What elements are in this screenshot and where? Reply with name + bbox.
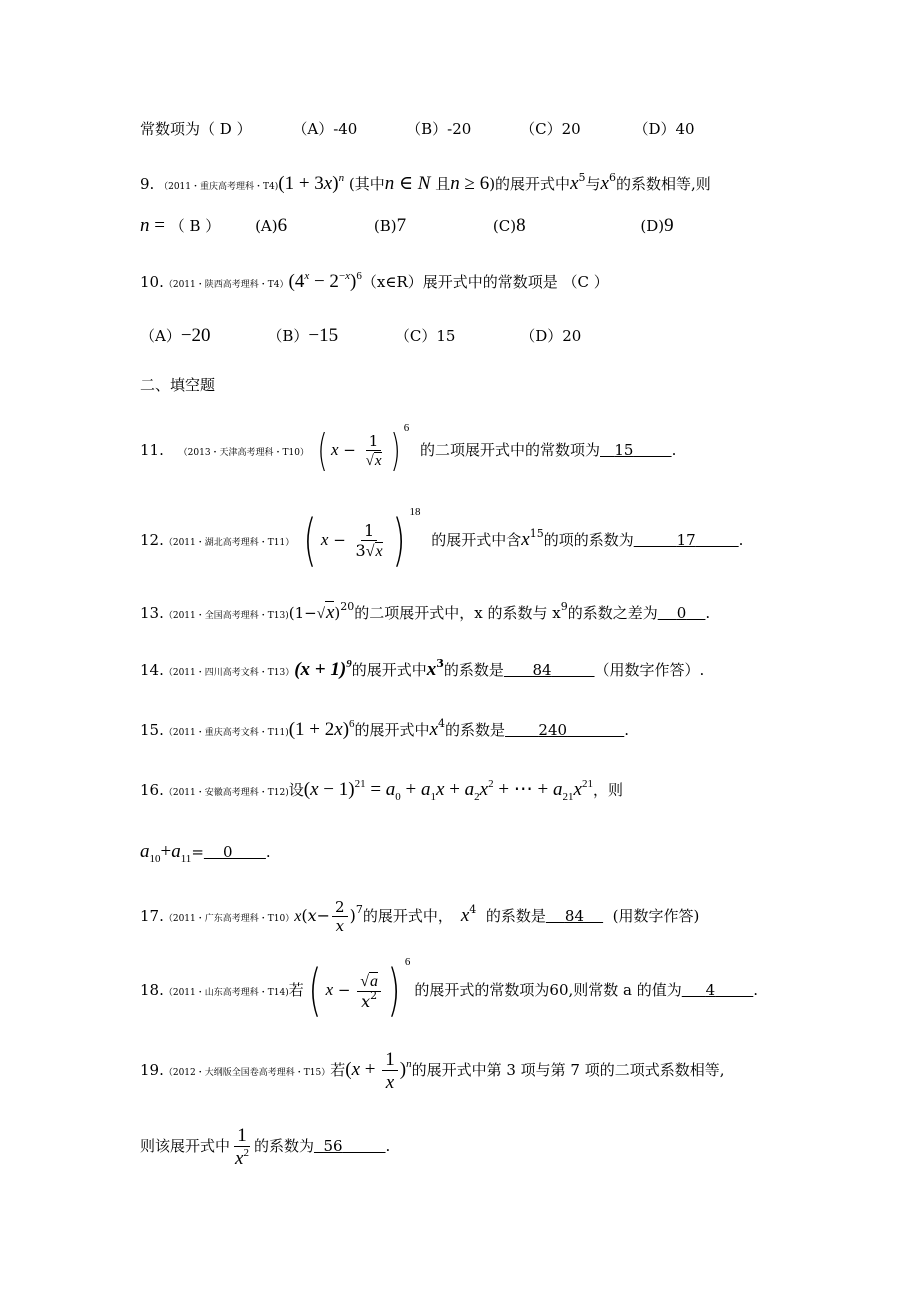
q8-answer: 常数项为（ D ） bbox=[140, 120, 252, 138]
q18-pre: 若 bbox=[288, 981, 304, 999]
q9-option-d: (D) bbox=[640, 217, 665, 235]
q19-source: （2012・大纲版全国卷高考理科・T15） bbox=[163, 1068, 331, 1078]
q18: 18.（2011・山东高考理科・T14)若( x − $\frac{√a}{x^2}$ ) $^6$的展开式的常数项为60,则常数 a 的值为 4 . bbox=[140, 956, 759, 1023]
q14-end: （用数字作答）. bbox=[594, 661, 705, 679]
q19-text3: 的系数为 bbox=[253, 1137, 314, 1155]
q12-text2: 的项的系数为 bbox=[543, 531, 634, 549]
q10-option-c: （C）15 bbox=[394, 327, 456, 345]
q12: 12.（2011・湖北高考理科・T11） ( x − $\frac{1}{3√x}$ ) $^{18}$ 的展开式中含$x^{15}$的项的系数为 17 . bbox=[140, 506, 744, 573]
q9-line2: n = （ B ） (A)6 (B)7 (C)8 (D)9 bbox=[140, 215, 674, 236]
q18-source: （2011・山东高考理科・T14) bbox=[163, 988, 289, 998]
q9-value-a: 6 bbox=[277, 215, 288, 236]
q9-option-c: (C) bbox=[492, 217, 517, 235]
q9-line1: 9. （2011・重庆高考理科・$T4)(1 + 3x)^n$ (其中n ∈ N 且n ≥ 6)的展开式中$x^5$与$x^6$的系数相等,则 bbox=[140, 171, 711, 194]
q11-answer: 15 bbox=[614, 441, 634, 459]
q19-line2: 则该展开式中 $\frac{1}{x^2}$ 的系数为 56 . bbox=[140, 1125, 391, 1169]
q17-number: 17. bbox=[140, 907, 164, 925]
q10-line1: 10.（2011・陕西高考理科・$T4)(4^x$ − $2^{-x})^6(x\in R)$展开式中的常数项是 （C ） bbox=[140, 270, 609, 292]
q15-answer: 240 bbox=[538, 721, 568, 739]
q15-source: （2011・重庆高考文科・T11) bbox=[163, 728, 289, 738]
q9-source: （2011・重庆高考理科・T4) bbox=[159, 182, 279, 192]
q18-answer: 4 bbox=[705, 981, 716, 999]
q10-number: 10. bbox=[140, 273, 164, 291]
q18-end: . bbox=[753, 981, 759, 999]
q13: 13.（2011・全国高考理科・$T13)(1-√x)^{20}$的二项展开式中，x 的系数与 $x^9$的系数之差为 0 . bbox=[140, 600, 711, 623]
q15-text2: 的系数是 bbox=[445, 721, 506, 739]
q12-end: . bbox=[738, 531, 744, 549]
q10-value-b: −15 bbox=[308, 325, 339, 346]
q14-number: 14. bbox=[140, 661, 164, 679]
q16-answer: 0 bbox=[222, 843, 233, 861]
q14-answer: 84 bbox=[532, 661, 552, 679]
q16-number: 16. bbox=[140, 781, 164, 799]
q16-line1: 16.（2011・安徽高考理科・T12)设$(x - 1)^{21} = a_0 + a_1x + a_2x^2$ + ⋯ + $a_{21}x^{21}$，则 bbox=[140, 778, 623, 803]
q19-answer: 56 bbox=[323, 1137, 343, 1155]
q11: 11. （2013・天津高考理科・T10） ( x − $\frac{1}{√x}$ ) $^6$ 的二项展开式中的常数项为 15 . bbox=[140, 422, 677, 476]
q19-text2: 则该展开式中 bbox=[140, 1137, 231, 1155]
q10-text: （x∈R）展开式中的常数项是 （C ） bbox=[361, 273, 609, 291]
q9-and: 且 bbox=[435, 175, 451, 193]
q9-equal: 的系数相等,则 bbox=[615, 175, 711, 193]
q17-end: (用数字作答) bbox=[612, 907, 700, 925]
q18-text: 的展开式的常数项为60,则常数 a 的值为 bbox=[414, 981, 682, 999]
q10-line2 bbox=[140, 326, 581, 345]
q9-with: 与 bbox=[585, 175, 601, 193]
q13-text: 的二项展开式中，x 的系数与 x bbox=[354, 604, 561, 622]
q17-answer: 84 bbox=[564, 907, 585, 925]
q17-text: 的展开式中， bbox=[362, 907, 453, 925]
q12-number: 12. bbox=[140, 531, 164, 549]
q12-text: 的展开式中含 bbox=[431, 531, 522, 549]
q12-source: （2011・湖北高考理科・T11） bbox=[163, 538, 295, 548]
q17: 17.（2011・广东高考理科・T10）x(x− $\frac{2}{x}$ )$^7$的展开式中， $x^4$ 的系数是 84 (用数字作答) bbox=[140, 898, 700, 935]
q16-tail: ，则 bbox=[592, 781, 623, 799]
q16-end: . bbox=[265, 843, 271, 861]
q11-source: （2013・天津高考理科・T10） bbox=[178, 448, 310, 458]
q10-source: （2011・陕西高考理科・T4） bbox=[163, 280, 289, 290]
q17-source: （2011・广东高考理科・T10） bbox=[163, 914, 295, 924]
q8-option-a: （A）-40 bbox=[292, 120, 358, 138]
q10-value-a: −20 bbox=[180, 325, 211, 346]
q12-answer: 17 bbox=[676, 531, 696, 549]
q19-text: 的展开式中第 3 项与第 7 项的二项式系数相等, bbox=[411, 1061, 725, 1079]
q8-tail bbox=[140, 122, 695, 137]
q14: 14.（2011・四川高考文科・$T13)(x + 1)^9$的展开式中$x^3$的系数是 84 （用数字作答）. bbox=[140, 657, 705, 680]
q9-text: (其中 bbox=[348, 175, 385, 193]
q17-text2: 的系数是 bbox=[485, 907, 546, 925]
q8-option-c: （C）20 bbox=[520, 120, 581, 138]
q16-source: （2011・安徽高考理科・T12) bbox=[163, 788, 289, 798]
q10-option-b: （B） bbox=[267, 327, 309, 345]
q15-number: 15. bbox=[140, 721, 164, 739]
q15-text: 的展开式中 bbox=[354, 721, 430, 739]
q8-option-b: （B）-20 bbox=[406, 120, 472, 138]
q9-expansion: )的展开式中 bbox=[489, 175, 571, 193]
q19-end: . bbox=[385, 1137, 391, 1155]
section-title-fill-blank: 二、填空题 bbox=[140, 376, 216, 394]
q11-number: 11. bbox=[140, 441, 164, 459]
q16-pre: 设 bbox=[288, 781, 304, 799]
q13-answer: 0 bbox=[676, 604, 687, 622]
q13-end: . bbox=[705, 604, 711, 622]
q9-option-b: (B) bbox=[373, 217, 397, 235]
q14-source: （2011・四川高考文科・T13） bbox=[163, 668, 295, 678]
q16-line2: $a_{10}+a_{11}=$ 0 . bbox=[140, 841, 271, 865]
q9-option-a: (A) bbox=[255, 217, 278, 235]
q9-value-c: 8 bbox=[516, 215, 526, 236]
q11-end: . bbox=[671, 441, 677, 459]
q19-pre: 若 bbox=[330, 1061, 346, 1079]
q15: 15.（2011・重庆高考文科・$T11)(1 + 2x)^6$的展开式中$x^4$的系数是 240 . bbox=[140, 717, 630, 740]
q15-end: . bbox=[624, 721, 630, 739]
q9-value-d: 9 bbox=[664, 215, 674, 236]
q18-number: 18. bbox=[140, 981, 164, 999]
q8-option-d: （D）40 bbox=[633, 120, 695, 138]
q10-option-a: （A） bbox=[140, 327, 181, 345]
q14-text: 的展开式中 bbox=[351, 661, 427, 679]
q19-line1: 19.（2012・大纲版全国卷高考理科・T15）若(x + $\frac{1}{x}$ )$^n$的展开式中第 3 项与第 7 项的二项式系数相等, bbox=[140, 1049, 725, 1093]
q16-equals: = bbox=[191, 843, 204, 861]
q13-source: （2011・全国高考理科・T13) bbox=[163, 611, 289, 621]
q9-number: 9. bbox=[140, 175, 155, 193]
q9-value-b: 7 bbox=[396, 215, 407, 236]
q9-answer: （ B ） bbox=[169, 217, 221, 235]
q19-number: 19. bbox=[140, 1061, 164, 1079]
q10-option-d: （D）20 bbox=[520, 327, 582, 345]
q13-text2: 的系数之差为 bbox=[567, 604, 658, 622]
q11-text: 的二项展开式中的常数项为 bbox=[419, 441, 600, 459]
q13-number: 13. bbox=[140, 604, 164, 622]
q14-text2: 的系数是 bbox=[443, 661, 504, 679]
